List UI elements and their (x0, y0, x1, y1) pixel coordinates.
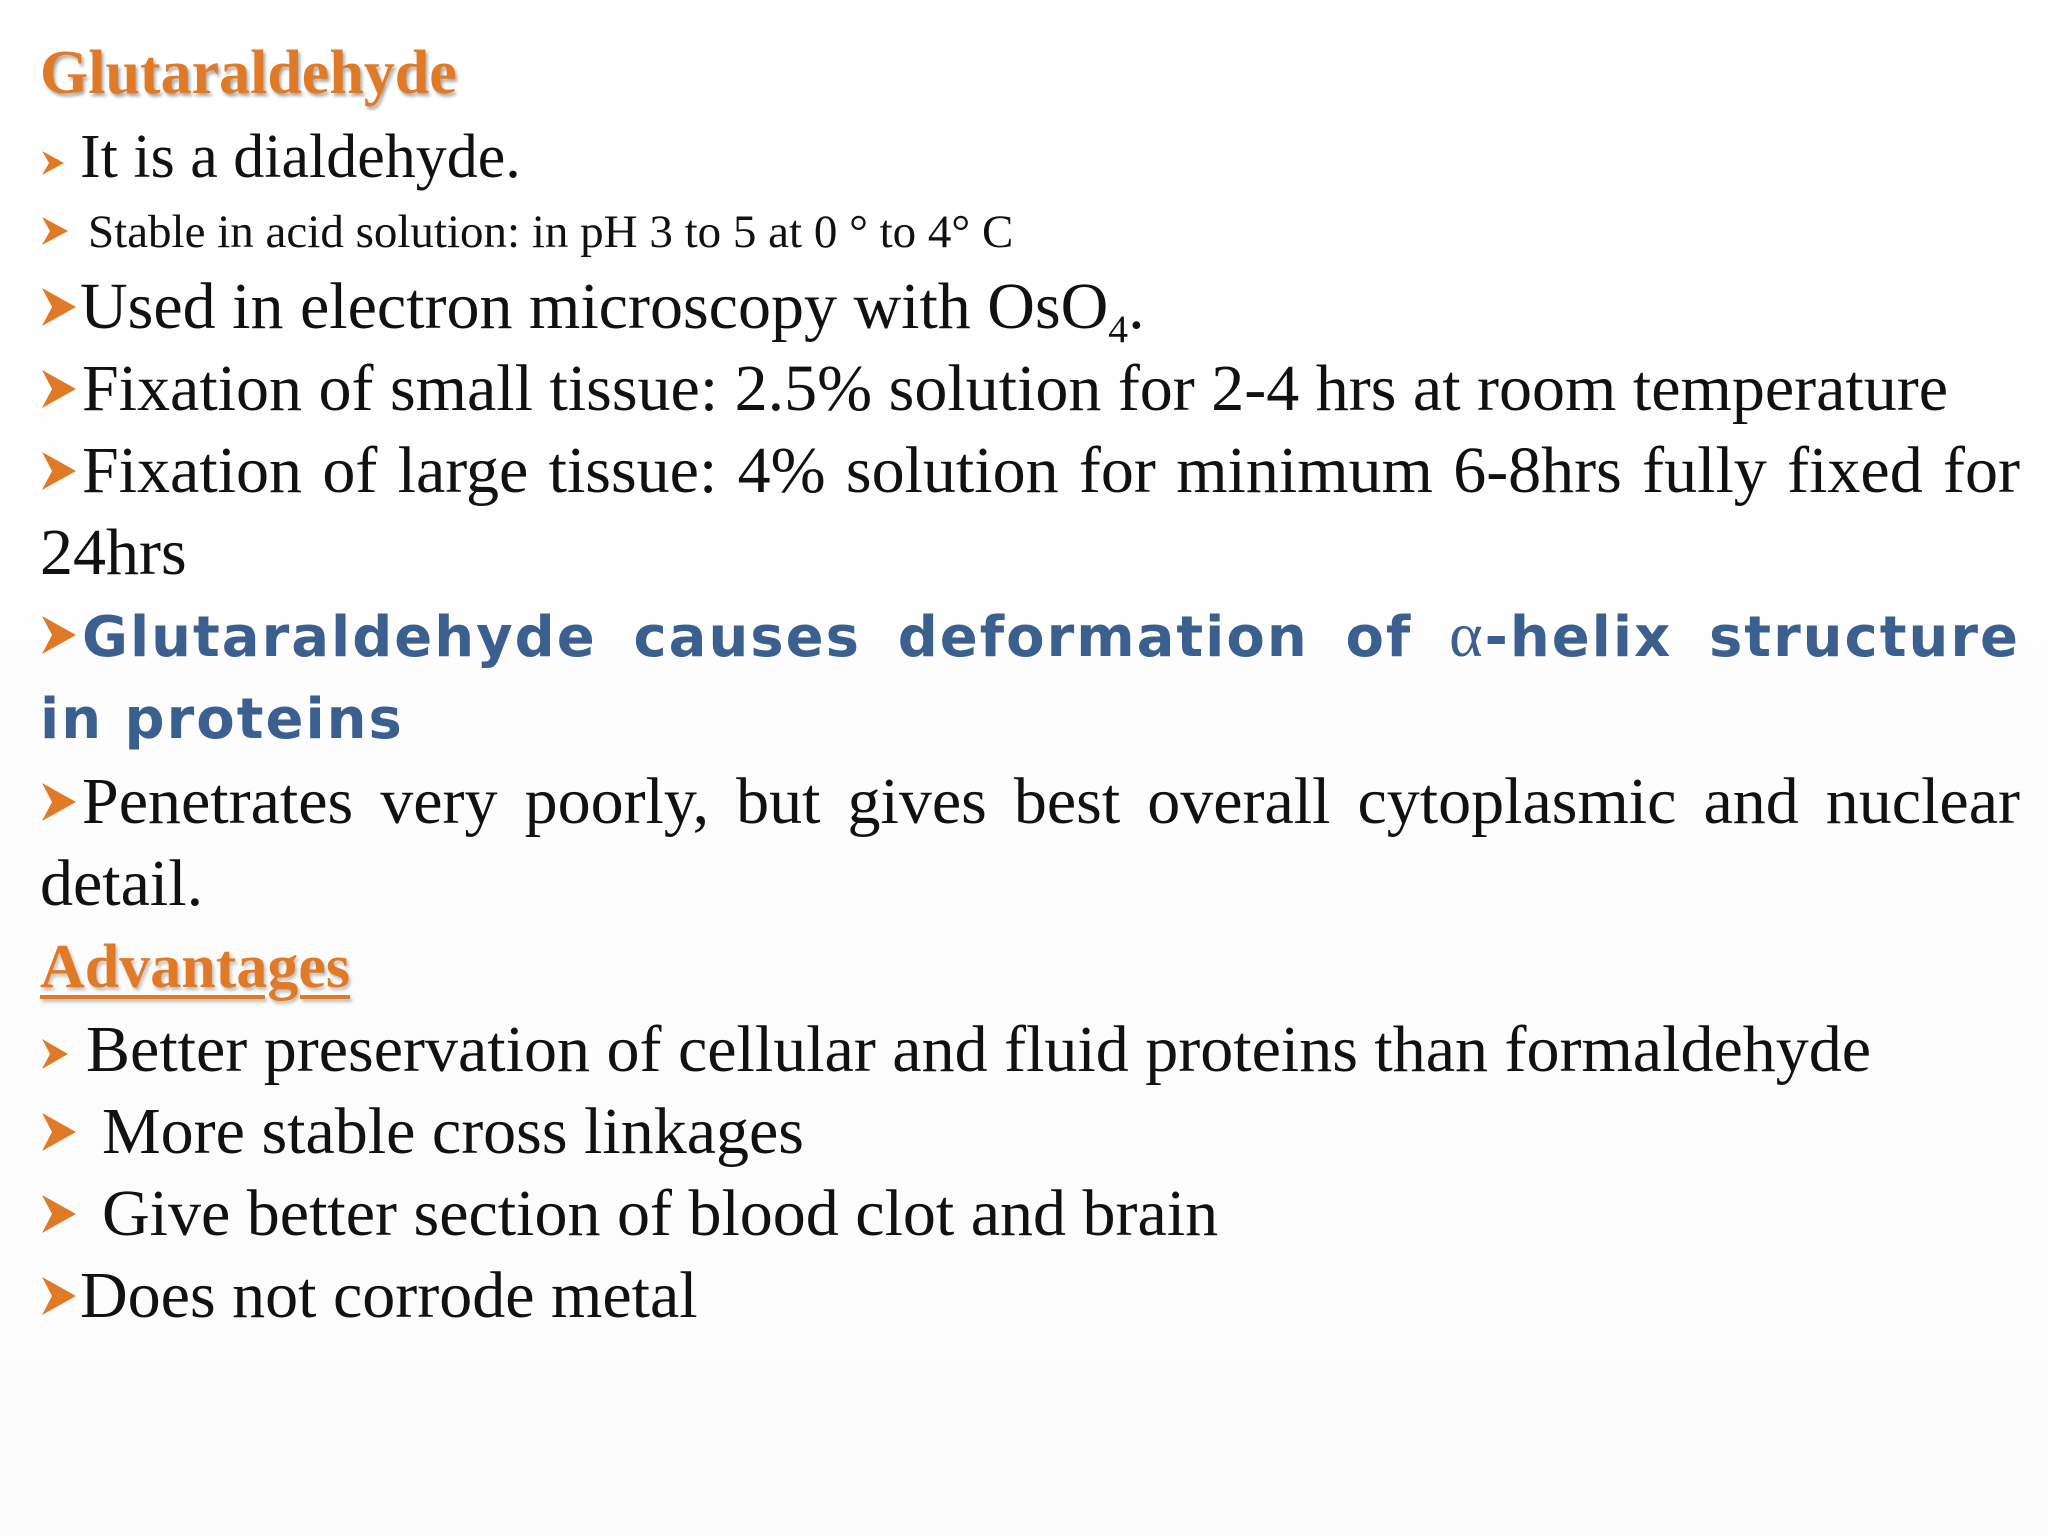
slide-title: Glutaraldehyde (40, 39, 457, 107)
bullet-text: Stable in acid solution: in pH 3 to 5 at 0 ° to 4° C (88, 206, 1014, 258)
bullet-item (40, 348, 2020, 430)
slide-content (40, 30, 2020, 1337)
alpha-symbol: α (1449, 599, 1485, 670)
arrowhead-bullet-icon (40, 1037, 70, 1071)
bullet-item (40, 430, 2020, 594)
advantage-item (40, 1091, 2020, 1173)
arrowhead-bullet-icon (40, 1275, 78, 1317)
arrowhead-bullet-icon (40, 781, 78, 823)
advantage-text: Does not corrode metal (80, 1259, 698, 1332)
arrowhead-bullet-icon (40, 368, 78, 410)
bullet-item (40, 116, 2020, 198)
arrowhead-bullet-icon (40, 1193, 78, 1235)
bullet-text: Fixation of large tissue: 4% solution for minimum 6-8hrs fully fixed for 24hrs (40, 434, 2020, 589)
bullet-text: It is a dialdehyde. (80, 123, 521, 191)
arrowhead-bullet-icon (40, 215, 70, 247)
advantage-item (40, 1255, 2020, 1337)
advantages-heading: Advantages (40, 933, 351, 1001)
bullet-text: Glutaraldehyde causes deformation of α-helix structure in proteins (40, 599, 2020, 752)
advantage-item (40, 1009, 2020, 1091)
advantage-text: Better preservation of cellular and fluid proteins than formaldehyde (86, 1013, 1872, 1086)
bullet-item (40, 266, 2020, 352)
bullet-text: Penetrates very poorly, but gives best overall cytoplasmic and nuclear detail. (40, 765, 2020, 920)
bullet-text: Used in electron microscopy with OsO$_4$. (80, 270, 1145, 352)
arrowhead-bullet-icon (40, 450, 78, 492)
advantage-text: More stable cross linkages (102, 1095, 804, 1168)
advantage-item (40, 1173, 2020, 1255)
bullet-text: Fixation of small tissue: 2.5% solution for 2-4 hrs at room temperature (82, 352, 1949, 425)
advantage-text: Give better section of blood clot and brain (102, 1177, 1219, 1250)
arrowhead-bullet-icon (40, 614, 78, 656)
bullet-item-highlight (40, 594, 2020, 761)
bullet-item (40, 761, 2020, 925)
arrowhead-bullet-icon (40, 149, 66, 177)
subscript: 4 (1108, 307, 1129, 352)
arrowhead-bullet-icon (40, 1111, 78, 1153)
advantages-heading-row (40, 925, 2020, 1009)
arrowhead-bullet-icon (40, 286, 78, 328)
bullet-item (40, 198, 2020, 266)
